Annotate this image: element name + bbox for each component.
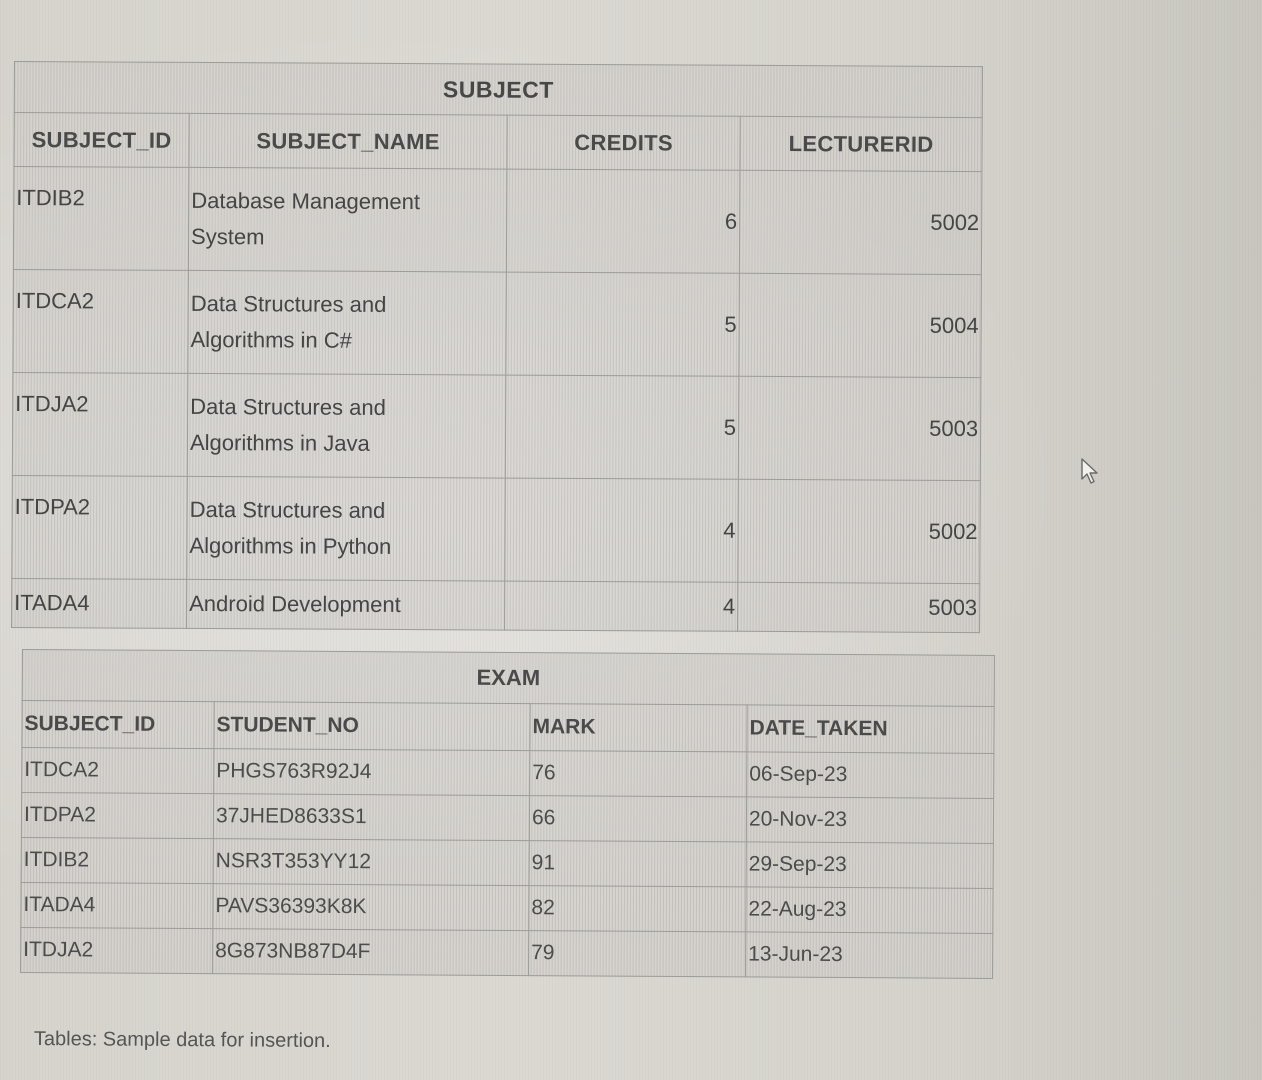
subject-name-line: Algorithms in C# bbox=[190, 326, 352, 353]
student-no-cell: 37JHED8633S1 bbox=[213, 794, 529, 841]
subject-id-cell: ITDPA2 bbox=[21, 793, 213, 839]
lecturer-id-cell: 5002 bbox=[738, 479, 981, 583]
table-row bbox=[13, 167, 982, 275]
subject-name-line: Algorithms in Java bbox=[189, 429, 370, 456]
table-row bbox=[12, 578, 980, 632]
mouse-pointer-icon bbox=[1080, 457, 1100, 485]
mark-cell: 91 bbox=[529, 841, 746, 887]
date-taken-cell: 20-Nov-23 bbox=[746, 797, 993, 844]
date-taken-cell: 22-Aug-23 bbox=[746, 887, 993, 934]
table-row bbox=[22, 748, 994, 799]
subject-name-line: System bbox=[191, 223, 265, 250]
subject-id-cell: ITDIB2 bbox=[21, 837, 213, 883]
exam-table bbox=[20, 649, 995, 979]
subject-name-header: SUBJECT_NAME bbox=[189, 113, 507, 169]
lecturer-id-cell: 5003 bbox=[738, 376, 981, 480]
credits-cell: 4 bbox=[505, 581, 738, 631]
subject-id-cell: ITDJA2 bbox=[21, 927, 213, 973]
lecturer-id-header: LECTURERID bbox=[740, 116, 982, 171]
table-row bbox=[12, 475, 981, 583]
subject-id-cell: ITDJA2 bbox=[12, 372, 188, 476]
subject-id-cell: ITADA4 bbox=[12, 578, 187, 628]
subject-name-cell bbox=[187, 476, 506, 581]
lecturer-id-cell: 5004 bbox=[739, 273, 982, 377]
table-row bbox=[21, 882, 993, 933]
subject-name-cell bbox=[187, 373, 506, 478]
subject-id-cell: ITDIB2 bbox=[13, 167, 189, 271]
table-row bbox=[21, 927, 993, 978]
mark-cell: 66 bbox=[529, 796, 746, 842]
table-row bbox=[13, 269, 982, 377]
subject-id-header: SUBJECT_ID bbox=[22, 701, 214, 749]
credits-header: CREDITS bbox=[507, 115, 740, 170]
mark-cell: 82 bbox=[529, 886, 746, 932]
subject-name-line: Data Structures and bbox=[189, 496, 386, 523]
mark-header: MARK bbox=[530, 704, 747, 752]
credits-cell: 6 bbox=[506, 169, 740, 273]
student-no-cell: 8G873NB87D4F bbox=[213, 929, 529, 976]
subject-table bbox=[11, 61, 983, 633]
credits-cell: 5 bbox=[505, 375, 739, 479]
mark-cell: 76 bbox=[530, 751, 747, 797]
lecturer-id-cell: 5002 bbox=[739, 170, 982, 274]
subject-id-header: SUBJECT_ID bbox=[14, 113, 189, 168]
student-no-cell: PHGS763R92J4 bbox=[214, 749, 530, 796]
lecturer-id-cell: 5003 bbox=[738, 582, 980, 632]
subject-id-cell: ITDCA2 bbox=[22, 748, 214, 794]
exam-table-title: EXAM bbox=[22, 650, 994, 707]
date-taken-header: DATE_TAKEN bbox=[747, 705, 994, 754]
subject-name-cell bbox=[188, 270, 507, 375]
table-row bbox=[21, 837, 993, 888]
student-no-cell: PAVS36393K8K bbox=[213, 884, 529, 931]
mark-cell: 79 bbox=[529, 931, 746, 977]
table-row bbox=[12, 372, 981, 480]
date-taken-cell: 13-Jun-23 bbox=[746, 932, 993, 979]
date-taken-cell: 29-Sep-23 bbox=[746, 842, 993, 889]
subject-id-cell: ITDPA2 bbox=[12, 475, 188, 579]
subject-name-line: Data Structures and bbox=[190, 290, 387, 317]
subject-name-cell: Android Development bbox=[187, 579, 505, 630]
subject-id-cell: ITDCA2 bbox=[13, 269, 189, 373]
date-taken-cell: 06-Sep-23 bbox=[747, 752, 994, 799]
student-no-cell: NSR3T353YY12 bbox=[213, 839, 529, 886]
credits-cell: 4 bbox=[505, 478, 739, 582]
table-row bbox=[21, 793, 993, 844]
subject-name-cell bbox=[188, 167, 507, 272]
credits-cell: 5 bbox=[506, 272, 740, 376]
subject-table-title: SUBJECT bbox=[14, 62, 982, 118]
student-no-header: STUDENT_NO bbox=[214, 702, 530, 751]
subject-name-line: Database Management bbox=[191, 187, 421, 215]
table-caption: Tables: Sample data for insertion. bbox=[33, 1028, 331, 1053]
subject-name-line: Data Structures and bbox=[190, 393, 386, 420]
subject-name-line: Algorithms in Python bbox=[189, 532, 392, 559]
subject-id-cell: ITADA4 bbox=[21, 882, 213, 928]
